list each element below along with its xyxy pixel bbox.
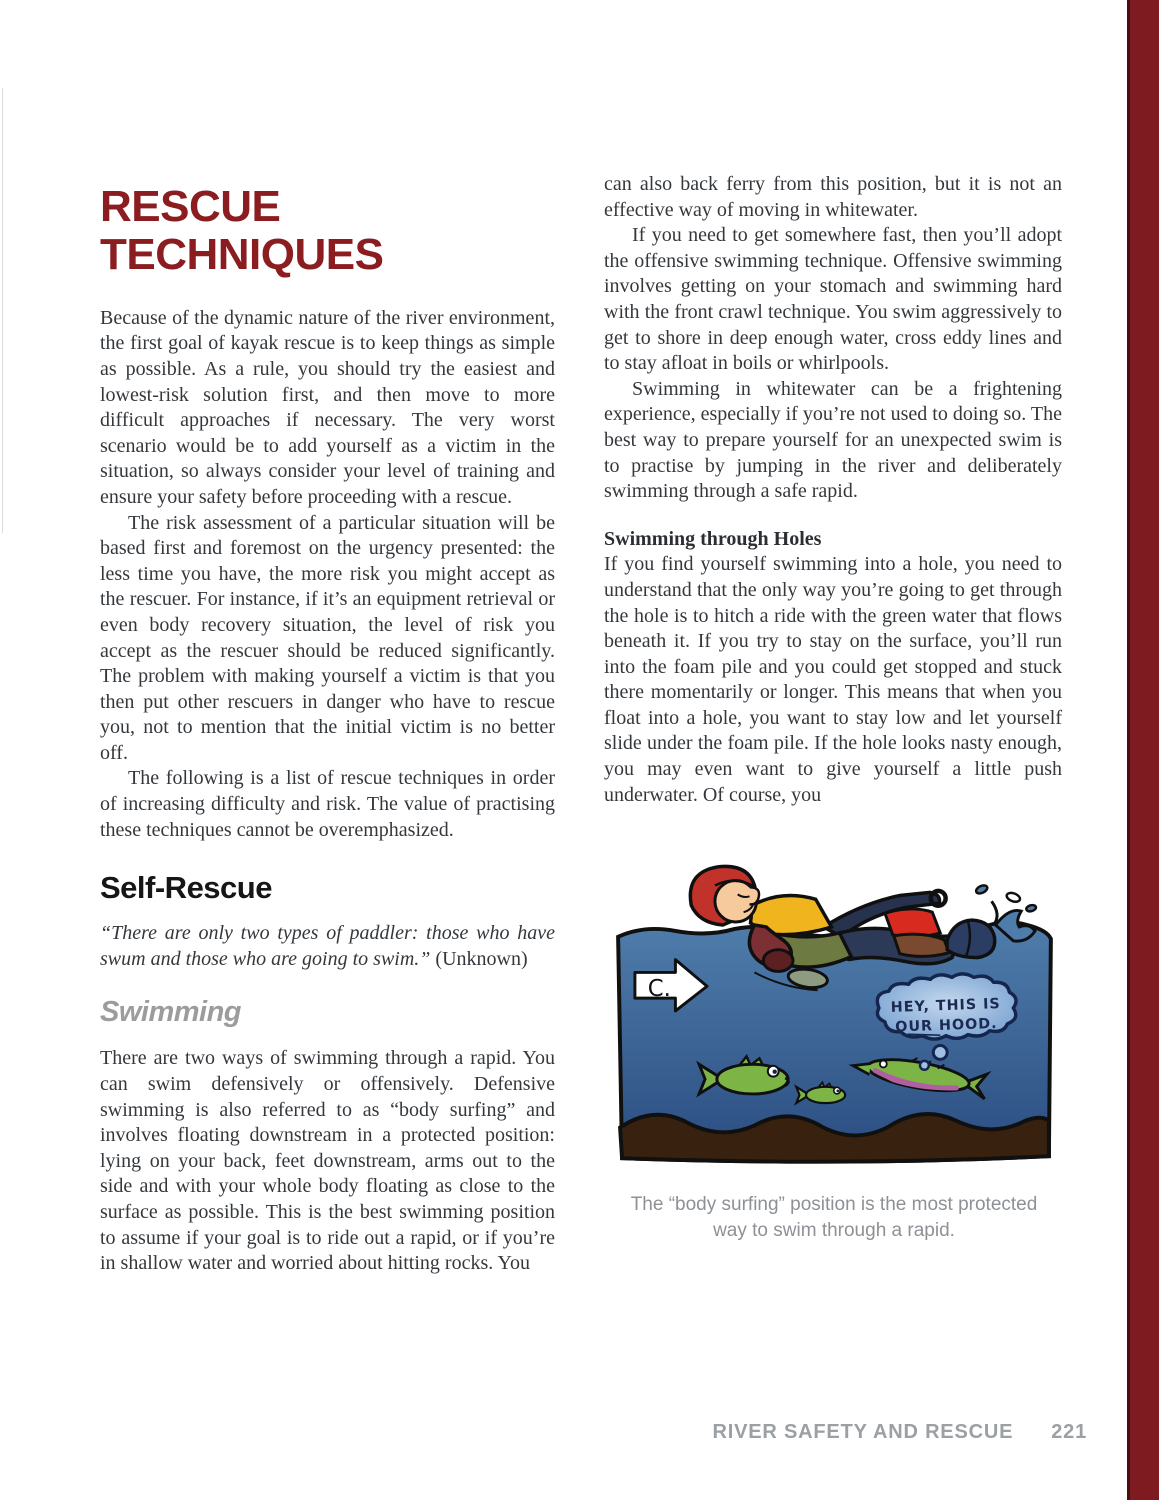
run-in-heading-swimming-through-holes: Swimming through Holes	[604, 527, 822, 550]
paragraph: If you need to get somewhere fast, then you’ll adopt the offensive swimming technique. Offensive swimming involves getting on your stomach and swimming hard with the front crawl technique. You swim aggressively to get to shore in deep enough water, cross eddy lines and to stay afloat in boils or whirlpools.	[604, 224, 1062, 375]
paragraph: The risk assessment of a particular situation will be based first and foremost on the urgency presented: the less time you have, the more risk you might accept as the rescuer. For instance, if it’s an equipment retrieval or even body recovery situation, the level of risk you accept as the rescuer should be reduced significantly. The problem with making yourself a victim is that you then put other rescuers in danger who have to rescue you, not to mention that the initial victim is no better off.	[100, 511, 555, 764]
figure-caption-line2: way to swim through a rapid.	[713, 1219, 955, 1241]
paragraph: There are two ways of swimming through a rapid. You can swim defensively or offensively. Defensive swimming is also referred to as “body surfing” and involves floating downstream in a protected position: lying on your back, feet downstream, arms out to the side and with your whole body floating as close to the surface as possible. This is the best swimming position to assume if your goal is to ride out a rapid, or if you’re in shallow water and worried about hitting rocks. You	[100, 1047, 555, 1275]
paragraph: Swimming in whitewater can be a frightening experience, especially if you’re not used to doing so. The best way to prepare yourself for an unexpected swim is to practise by jumping in the river and deliberately swimming through a safe rapid.	[604, 377, 1062, 503]
quote	[100, 921, 555, 972]
quote-text: “There are only two types of paddler: those who have swum and those who are going to swim.”	[100, 922, 555, 970]
page-title	[100, 183, 555, 280]
bubble-text-line1: HEY, THIS IS	[890, 996, 1001, 1017]
footer-section-title: RIVER SAFETY AND RESCUE	[712, 1421, 1014, 1443]
page-title-line2: TECHNIQUES	[100, 230, 384, 280]
left-column	[100, 183, 555, 1277]
paragraph: Because of the dynamic nature of the river environment, the first goal of kayak rescue is to keep things as simple as possible. As a rule, you should try the easiest and lowest-risk solution first, and then move to more difficult approaches if necessary. The very worst scenario would be to add yourself as a victim in the situation, so always consider your level of training and ensure your safety before proceeding with a rescue.	[100, 306, 555, 508]
figure-caption	[604, 1192, 1064, 1243]
page-title-line1: RESCUE	[100, 182, 281, 231]
current-arrow-label: C.	[647, 976, 671, 1003]
scan-artifact-line	[2, 88, 3, 533]
body-surfing-cartoon-figure	[604, 842, 1064, 1243]
paragraph: If you find yourself swimming into a hole, you need to understand that the only way you’re going to get through the hole is to hitch a ride with the green water that flows beneath it. If you try to stay on the surface, you’ll run into the foam pile and you could get stopped and stuck there momentarily or longer. This means that when you float into a hole, you want to stay low and let yourself slide under the foam pile. If the hole looks nasty enough, you may even want to give yourself a little push underwater. Of course, you	[604, 553, 1062, 806]
body-surfing-cartoon	[604, 842, 1064, 1173]
paragraph: can also back ferry from this position, but it is not an effective way of moving in whitewater.	[604, 173, 1062, 221]
figure-caption-line1: The “body surfing” position is the most protected	[630, 1194, 1038, 1216]
quote-attribution: (Unknown)	[430, 947, 528, 970]
right-column	[604, 172, 1062, 1244]
paragraph: The following is a list of rescue techniques in order of increasing difficulty and risk. The value of practising these techniques cannot be overemphasized.	[100, 767, 555, 841]
subsection-heading-swimming: Swimming	[100, 996, 242, 1029]
page-edge-band	[1127, 0, 1159, 1500]
running-footer	[713, 1421, 1087, 1444]
bubble-text-line2: OUR HOOD.	[895, 1016, 998, 1036]
page-number: 221	[1051, 1421, 1087, 1443]
section-heading-self-rescue: Self-Rescue	[100, 870, 272, 906]
